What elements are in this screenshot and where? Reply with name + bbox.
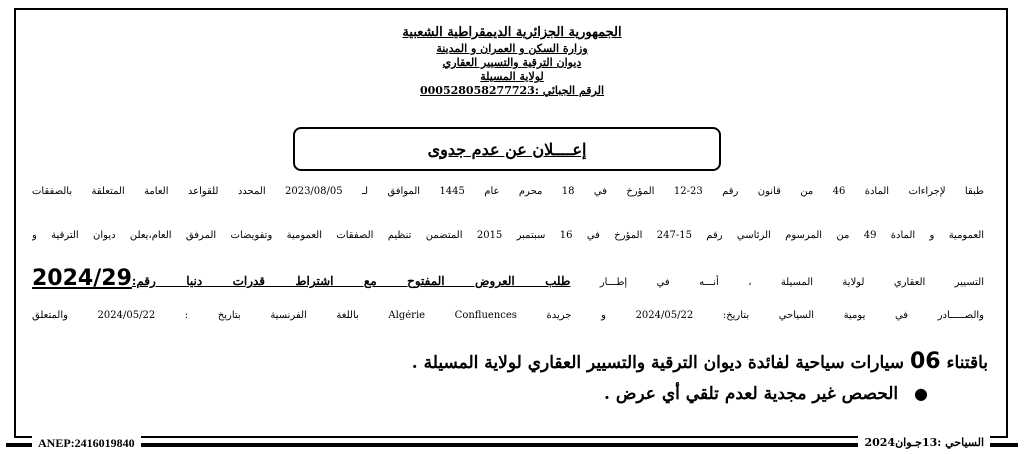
letterhead [0, 24, 1024, 98]
body-line-6 [604, 384, 928, 404]
ministry-name: وزارة السكن و العمران و المدينة [436, 42, 588, 55]
body-line-5 [412, 349, 988, 374]
result-statement: الحصص غير مجدية لعدم تلقي أي عرض . [604, 384, 899, 404]
tax-number: الرقم الجبائي :000528058277723 [420, 84, 604, 97]
body-line-4: والصـــــادر في يومية السياحي بتاريخ: 2024/05/22 و جريدة Algérie Confluences باللغة الفرنسية بتاريخ : 2024/05/22 والمتعلق [32, 310, 984, 321]
tender-type: طلب العروض المفتوح مع اشتراط قدرات دنيا رقم: [131, 274, 571, 288]
notice-title-box [293, 127, 721, 171]
republic-name: الجمهورية الجزائرية الديمقراطية الشعبية [402, 25, 622, 40]
vehicle-count: 06 [909, 349, 941, 374]
tender-number: 2024/29 [32, 266, 132, 291]
notice-title: إعــــلان عن عدم جدوى [427, 139, 587, 159]
anep-reference: ANEP:2416019840 [32, 436, 141, 451]
body-line-2: العمومية و المادة 49 من المرسوم الرئاسي رقم 15-247 المؤرخ في 16 سبتمبر 2015 المتضمن تنظيم الصفقات العمومية وتفويضات المرفق العام،يعلن ديوان الترقية و [32, 230, 984, 241]
purchase-verb: باقتناء [946, 353, 988, 373]
footer-bar [0, 438, 1024, 452]
body-line-1: طبقا لإجراءات المادة 46 من قانون رقم 23-12 المؤرخ في 18 محرم عام 1445 الموافق لـ 2023/08/05 المحدد للقواعد العامة المتعلقة بالصفقات [32, 186, 984, 197]
province-name: لولاية المسيلة [480, 70, 544, 83]
bullet-icon: ● [914, 384, 928, 403]
body-line-3 [32, 266, 984, 291]
office-name: ديوان الترقية والتسيير العقاري [442, 56, 582, 69]
body-line-3-text: التسيير العقاري لولاية المسيلة ، أنـــه في إطـــار [599, 277, 984, 288]
publication-info: السياحي :13جـوان2024 [858, 436, 990, 449]
purchase-object: سيارات سياحية لفائدة ديوان الترقية والتسيير العقاري لولاية المسيلة . [411, 353, 905, 373]
